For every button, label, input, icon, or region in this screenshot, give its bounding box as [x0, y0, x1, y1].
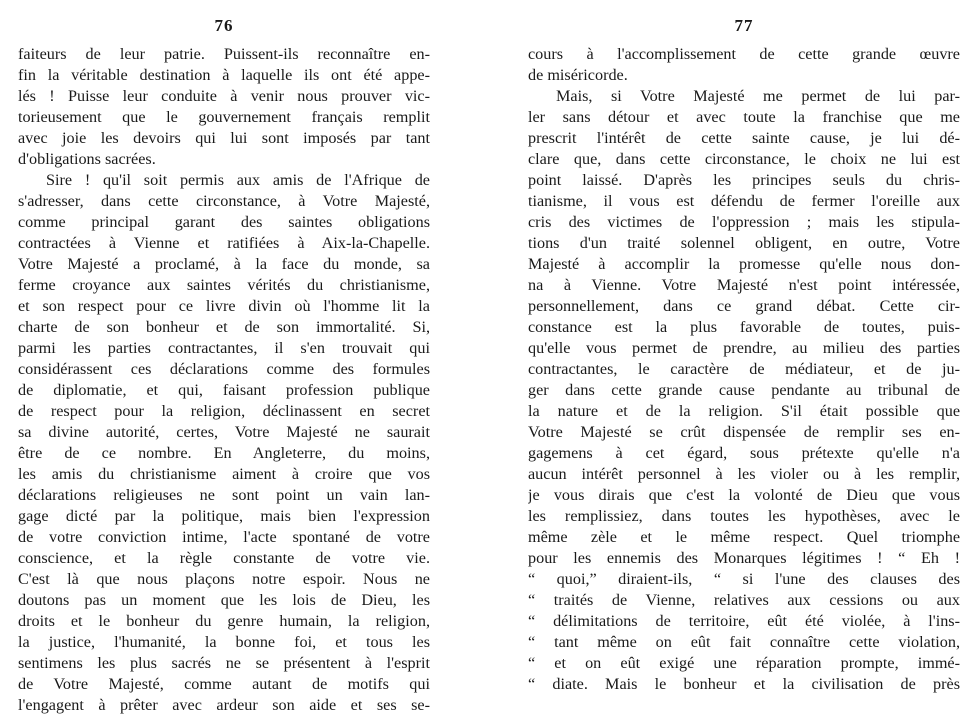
text-line: contractantes, le caractère de médiateur, et de ju-: [528, 360, 960, 378]
text-line: Votre Majesté a proclamé, à la face du monde, sa: [18, 255, 430, 273]
text-line: C'est là que nous plaçons notre espoir. Nous ne: [18, 570, 430, 588]
text-line: considérassent ces déclarations comme des formules: [18, 360, 430, 378]
text-line: fin la véritable destination à laquelle ils ont été appe-: [18, 66, 430, 84]
text-line: “ tant même on eût fait connaître cette violation,: [528, 633, 960, 651]
text-line: être de ce nombre. En Angleterre, du moins,: [18, 444, 430, 462]
text-line: cours à l'accomplissement de cette grande œuvre: [528, 45, 960, 63]
text-line: Sire ! qu'il soit permis aux amis de l'Afrique de: [46, 171, 430, 189]
text-line: sentimens les plus sacrés ne se présentent à l'esprit: [18, 654, 430, 672]
text-line: les remplissiez, dans toutes les hypothèses, avec le: [528, 507, 960, 525]
text-line: tions d'un traité solennel obligent, en outre, Votre: [528, 234, 960, 252]
text-line: gagemens à cet égard, sous prétexte qu'elle n'a: [528, 444, 960, 462]
text-line: aucun intérêt personnel à les violer ou à les remplir,: [528, 465, 960, 483]
text-line: ger dans cette grande cause pendante au tribunal de: [528, 381, 960, 399]
text-line: s'adresser, dans cette circonstance, à Votre Majesté,: [18, 192, 430, 210]
text-line: Mais, si Votre Majesté me permet de lui par-: [556, 87, 960, 105]
text-line: “ et on eût exigé une réparation prompte, immé-: [528, 654, 960, 672]
text-line: Majesté à accomplir la promesse qu'elle nous don-: [528, 255, 960, 273]
text-line: na à Vienne. Votre Majesté n'est point intéressée,: [528, 276, 960, 294]
text-line: personnellement, dans ce grand débat. Cette cir-: [528, 297, 960, 315]
text-line: cris des victimes de l'oppression ; mais les stipula-: [528, 213, 960, 231]
left-page-text: [18, 44, 430, 716]
text-line: pour les ennemis des Monarques légitimes ! “ Eh !: [528, 549, 960, 567]
text-line: de respect pour la religion, déclinassent en secret: [18, 402, 430, 420]
text-line: la nature et de la religion. S'il était possible que: [528, 402, 960, 420]
text-line: même zèle et le même respect. Quel triomphe: [528, 528, 960, 546]
text-line: d'obligations sacrées.: [18, 150, 156, 168]
text-line: comme principal garant des saintes obligations: [18, 213, 430, 231]
text-line: ler sans détour et avec toute la franchise que me: [528, 108, 960, 126]
text-line: qu'elle vous permet de prendre, au milieu des parties: [528, 339, 960, 357]
text-line: tianisme, il vous est défendu de fermer l'oreille aux: [528, 192, 960, 210]
text-line: “ traités de Vienne, relatives aux cessions ou aux: [528, 591, 960, 609]
text-line: sa divine autorité, certes, Votre Majesté ne saurait: [18, 423, 430, 441]
text-line: de Votre Majesté, comme autant de motifs qui: [18, 675, 430, 693]
text-line: je vous dirais que c'est la volonté de Dieu que vous: [528, 486, 960, 504]
text-line: de miséricorde.: [528, 66, 628, 84]
text-line: les amis du christianisme aiment à croire que vos: [18, 465, 430, 483]
text-line: gage dicté par la politique, mais bien l'expression: [18, 507, 430, 525]
text-line: avec joie les devoirs qui lui sont imposés par tant: [18, 129, 430, 147]
text-line: parmi les parties contractantes, il s'en trouvait qui: [18, 339, 430, 357]
text-line: faiteurs de leur patrie. Puissent-ils reconnaître en-: [18, 45, 430, 63]
text-line: l'engagent à prêter avec ardeur son aide et ses se-: [18, 696, 430, 714]
text-line: constance est la plus favorable de toutes, puis-: [528, 318, 960, 336]
text-line: de votre conviction intime, l'acte spontané de votre: [18, 528, 430, 546]
text-line: doutons pas un moment que les lois de Dieu, les: [18, 591, 430, 609]
text-line: lés ! Puisse leur conduite à venir nous prouver vic-: [18, 87, 430, 105]
left-page: [18, 0, 430, 714]
right-page-number: 77: [734, 16, 754, 35]
text-line: clare que, dans cette circonstance, le choix ne lui est: [528, 150, 960, 168]
text-line: et son respect pour ce livre divin où l'homme lit la: [18, 297, 430, 315]
left-page-number: 76: [214, 16, 234, 35]
text-line: de diplomatie, et qui, faisant profession publique: [18, 381, 430, 399]
text-line: torieusement que le gouvernement français remplit: [18, 108, 430, 126]
text-line: déclarations religieuses ne sont point un vain lan-: [18, 486, 430, 504]
text-line: conscience, et la règle constante de votre vie.: [18, 549, 430, 567]
text-line: la justice, l'humanité, la bonne foi, et tous les: [18, 633, 430, 651]
text-line: prescrit l'intérêt de cette sainte cause, je lui dé-: [528, 129, 960, 147]
text-line: ferme croyance aux saintes vérités du christianisme,: [18, 276, 430, 294]
text-line: charte de son bonheur et de son immortalité. Si,: [18, 318, 430, 336]
text-line: droits et le bonheur du genre humain, la religion,: [18, 612, 430, 630]
text-line: point laissé. D'après les principes seuls du chris-: [528, 171, 960, 189]
text-line: “ quoi,” diraient-ils, “ si l'une des clauses des: [528, 570, 960, 588]
text-line: contractées à Vienne et ratifiées à Aix-la-Chapelle.: [18, 234, 430, 252]
text-line: Votre Majesté se crût dispensée de remplir ses en-: [528, 423, 960, 441]
text-line: “ délimitations de territoire, eût été violée, à l'ins-: [528, 612, 960, 630]
text-line: “ diate. Mais le bonheur et la civilisation de près: [528, 675, 960, 693]
right-page-text: [528, 44, 960, 695]
right-page: [528, 0, 960, 708]
